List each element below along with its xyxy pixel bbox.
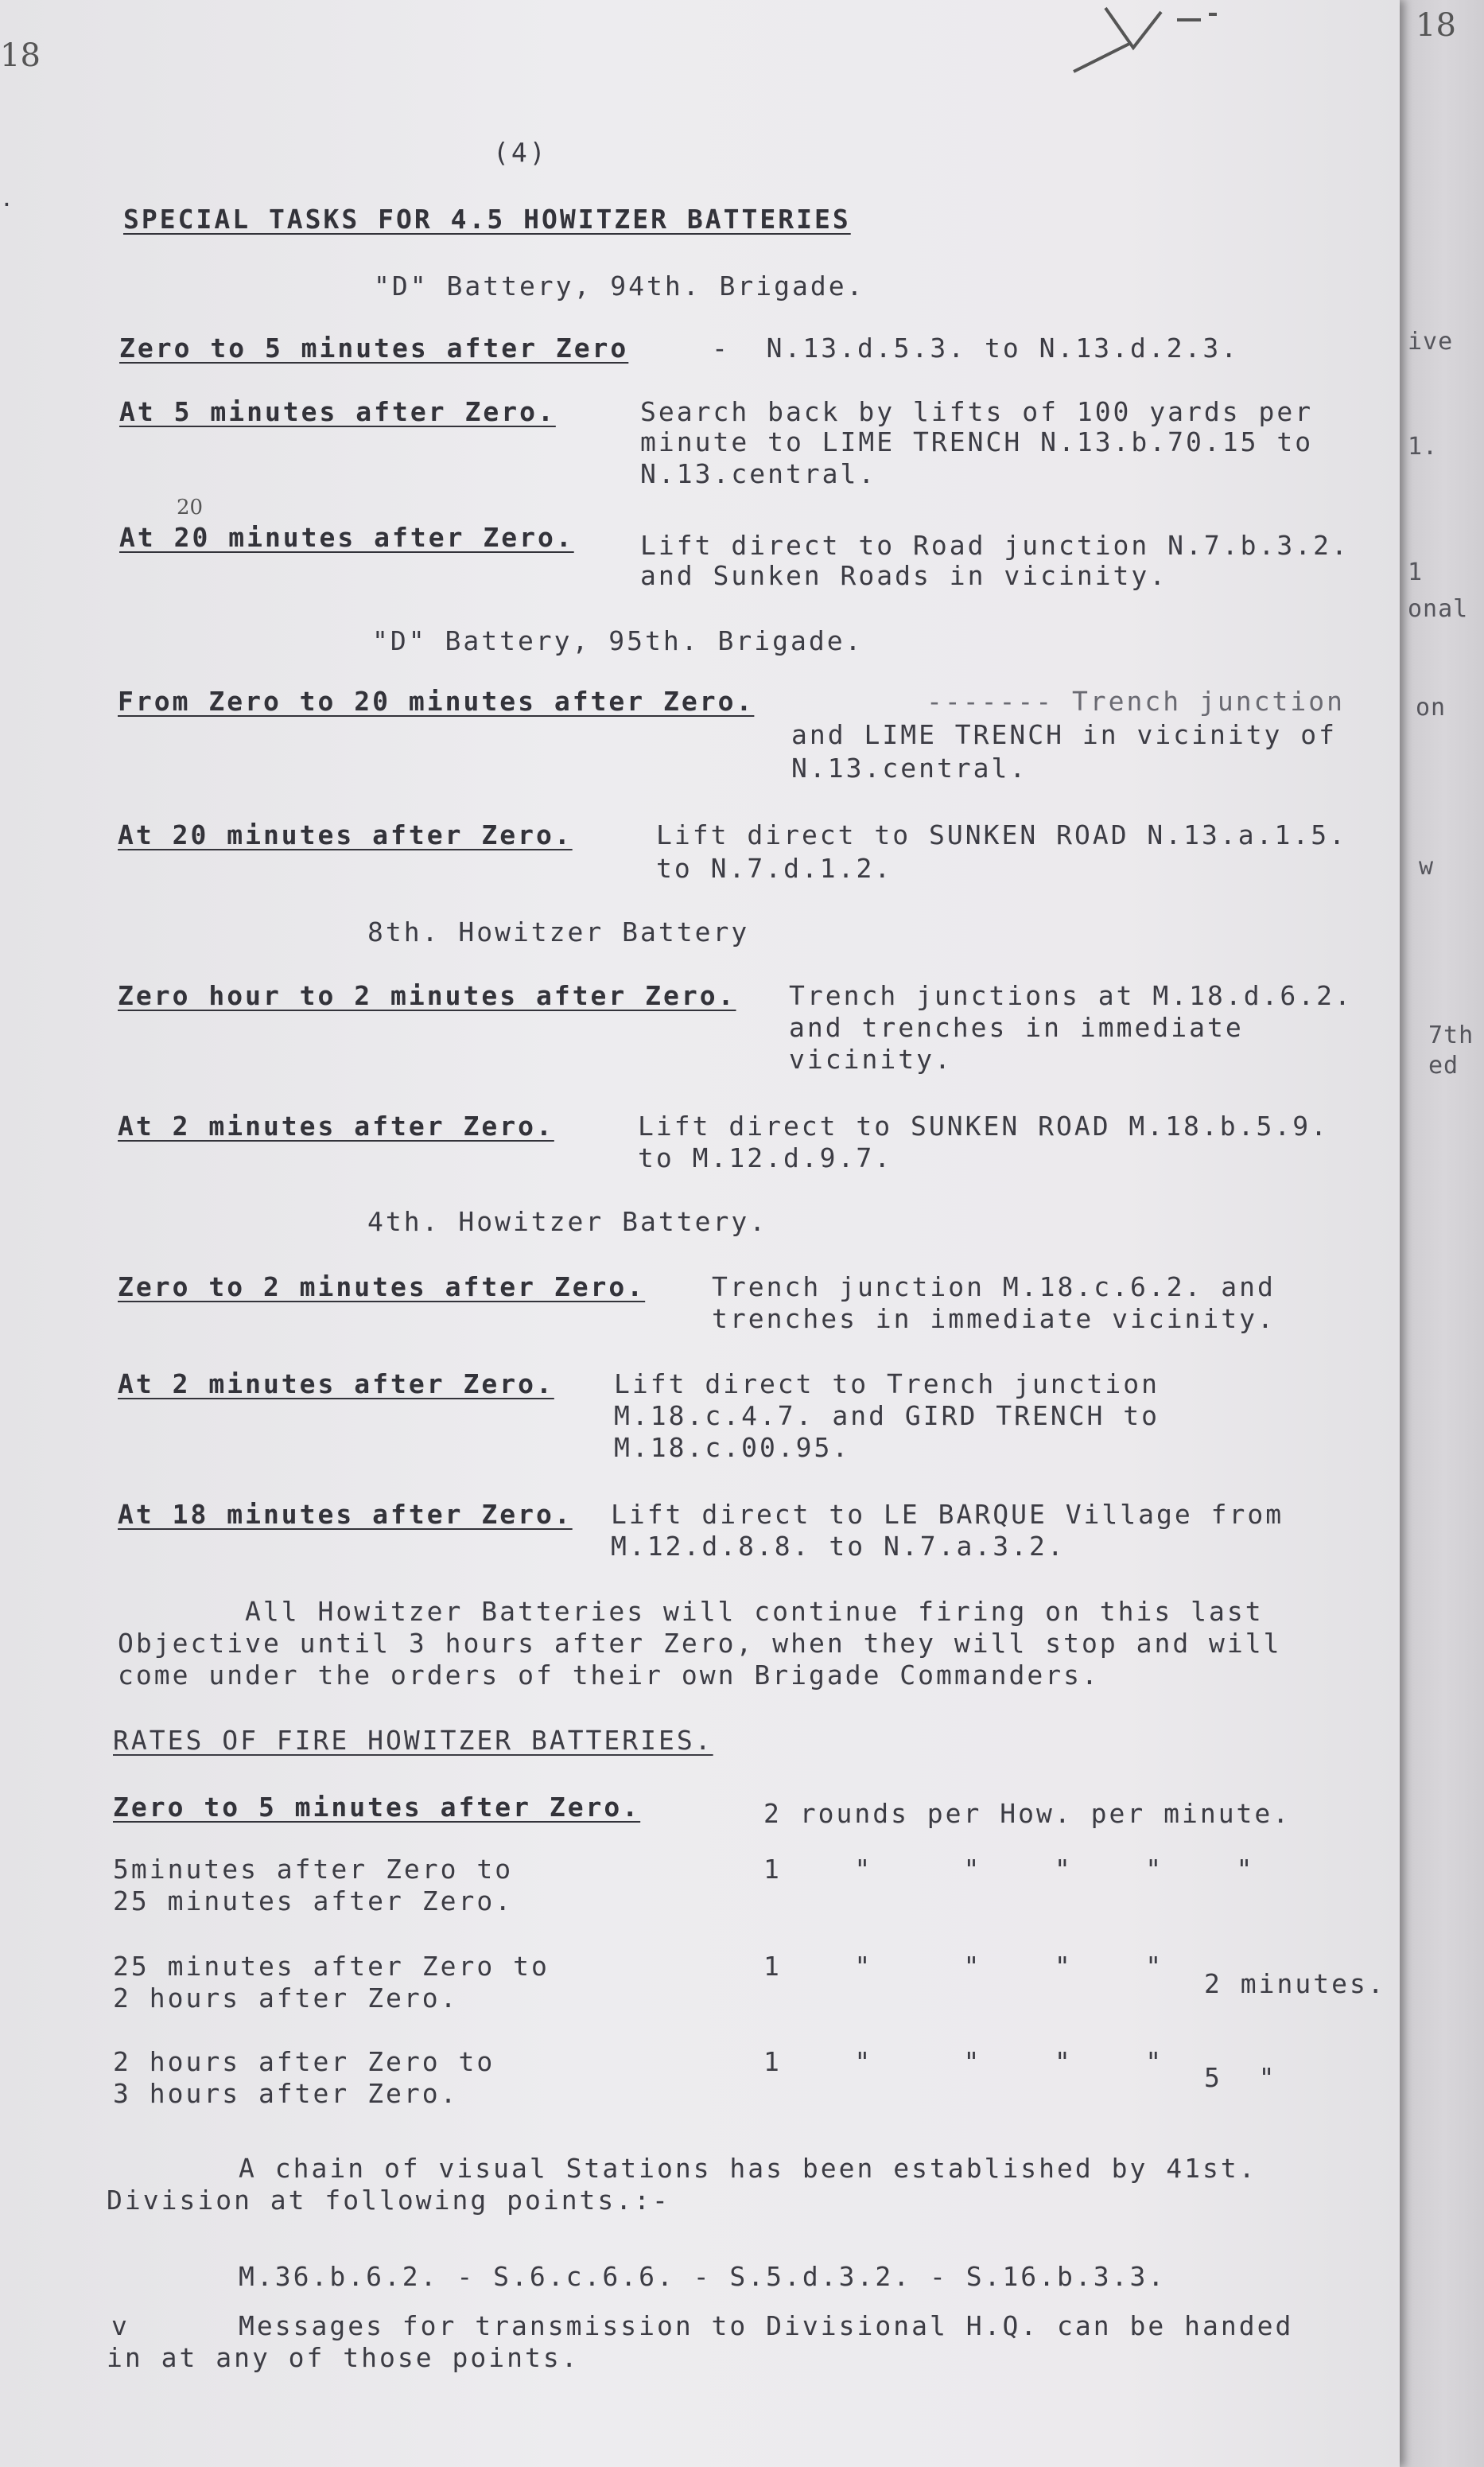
rate-time: 2 hours after Zero.: [113, 1983, 459, 2014]
margin-tick: v: [111, 2310, 130, 2341]
rate-time: 25 minutes after Zero to: [113, 1951, 550, 1982]
handwritten-correction: 20: [177, 496, 204, 519]
rate-value-end: 5 ": [1204, 2062, 1277, 2093]
page-title: SPECIAL TASKS FOR 4.5 HOWITZER BATTERIES: [123, 204, 851, 235]
task-desc: Lift direct to LE BARQUE Village from: [611, 1499, 1284, 1530]
rate-time: 25 minutes after Zero.: [113, 1885, 514, 1916]
paragraph-line: come under the orders of their own Brigade Commanders.: [118, 1660, 1100, 1691]
rate-time: 3 hours after Zero.: [113, 2078, 459, 2109]
task-desc: Search back by lifts of 100 yards per: [640, 396, 1314, 427]
task-desc: Trench junctions at M.18.d.6.2.: [789, 980, 1353, 1011]
edge-fragment: on: [1416, 694, 1447, 722]
task-desc: M.18.c.00.95.: [614, 1432, 851, 1463]
task-desc: and LIME TRENCH in vicinity of: [791, 719, 1338, 750]
section-heading: "D" Battery, 94th. Brigade.: [374, 270, 865, 302]
section-heading: 4th. Howitzer Battery.: [367, 1206, 768, 1237]
task-desc: to M.12.d.9.7.: [638, 1142, 893, 1173]
paragraph-line: Messages for transmission to Divisional H.Q. can be handed: [239, 2310, 1294, 2341]
task-desc: M.18.c.4.7. and GIRD TRENCH to: [614, 1400, 1160, 1431]
task-time: At 20 minutes after Zero.: [118, 819, 573, 850]
task-time: At 2 minutes after Zero.: [118, 1111, 554, 1142]
task-desc: and Sunken Roads in vicinity.: [640, 560, 1168, 591]
rate-value: 2 rounds per How. per minute.: [763, 1798, 1292, 1829]
rate-value: 1 " " " " ": [763, 1854, 1255, 1885]
task-desc: ------- Trench junction: [927, 686, 1345, 717]
task-desc: N.13.central.: [640, 458, 877, 489]
section-heading: 8th. Howitzer Battery: [367, 916, 750, 947]
edge-fragment: ive: [1408, 328, 1454, 356]
paragraph-line: in at any of those points.: [107, 2342, 580, 2373]
task-time: Zero to 5 minutes after Zero: [119, 333, 629, 364]
task-desc: N.13.central.: [791, 753, 1028, 784]
task-time: Zero hour to 2 minutes after Zero.: [118, 980, 736, 1011]
task-desc: M.12.d.8.8. to N.7.a.3.2.: [611, 1531, 1066, 1562]
paragraph-line: Division at following points.:-: [107, 2185, 670, 2216]
task-time: At 5 minutes after Zero.: [119, 396, 556, 427]
edge-fragment: ed: [1428, 1052, 1459, 1080]
rate-value: 1 " " " ": [763, 2046, 1164, 2077]
rate-time: 5minutes after Zero to: [113, 1854, 514, 1885]
task-desc: trenches in immediate vicinity.: [712, 1303, 1276, 1334]
task-time: At 18 minutes after Zero.: [118, 1499, 573, 1530]
task-desc: and trenches in immediate: [789, 1012, 1244, 1043]
paragraph-line: All Howitzer Batteries will continue firing on this last: [245, 1596, 1264, 1627]
rate-time: 2 hours after Zero to: [113, 2046, 495, 2077]
task-desc: Trench junction M.18.c.6.2. and: [712, 1271, 1276, 1302]
rate-time: Zero to 5 minutes after Zero.: [113, 1792, 641, 1823]
edge-fragment: w: [1419, 853, 1435, 881]
task-desc: Lift direct to Road junction N.7.b.3.2.: [640, 530, 1350, 561]
task-time: At 2 minutes after Zero.: [118, 1368, 554, 1399]
margin-mark-left: 18: [0, 37, 41, 74]
margin-dot: .: [0, 185, 16, 212]
station-points: M.36.b.6.2. - S.6.c.6.6. - S.5.d.3.2. - S.16.b.3.3.: [239, 2261, 1167, 2292]
edge-fragment: 7th: [1428, 1021, 1474, 1049]
task-desc: to N.7.d.1.2.: [656, 853, 893, 884]
edge-fragment: 1: [1408, 558, 1424, 586]
section-heading: "D" Battery, 95th. Brigade.: [372, 625, 864, 656]
rate-value: 1 " " " ": [763, 1951, 1164, 1982]
edge-fragment: 1.: [1408, 433, 1439, 461]
task-time: Zero to 2 minutes after Zero.: [118, 1271, 646, 1302]
handwritten-mark: [1058, 0, 1257, 80]
task-desc: vicinity.: [789, 1044, 953, 1075]
paragraph-line: Objective until 3 hours after Zero, when they will stop and will: [118, 1628, 1282, 1659]
rates-title: RATES OF FIRE HOWITZER BATTERIES.: [113, 1725, 713, 1756]
edge-fragment: onal: [1408, 595, 1469, 623]
task-time: At 20 minutes after Zero.: [119, 522, 574, 553]
task-desc: - N.13.d.5.3. to N.13.d.2.3.: [712, 333, 1240, 364]
rate-value-end: 2 minutes.: [1204, 1968, 1386, 1999]
task-desc: minute to LIME TRENCH N.13.b.70.15 to: [640, 426, 1314, 457]
paragraph-line: A chain of visual Stations has been established by 41st.: [239, 2153, 1257, 2184]
task-time: From Zero to 20 minutes after Zero.: [118, 686, 755, 717]
task-desc: Lift direct to SUNKEN ROAD N.13.a.1.5.: [656, 819, 1347, 850]
task-desc: Lift direct to SUNKEN ROAD M.18.b.5.9.: [638, 1111, 1329, 1142]
task-desc: Lift direct to Trench junction: [614, 1368, 1160, 1399]
margin-mark-right: 18: [1416, 7, 1456, 44]
page-number: (4): [493, 137, 548, 168]
